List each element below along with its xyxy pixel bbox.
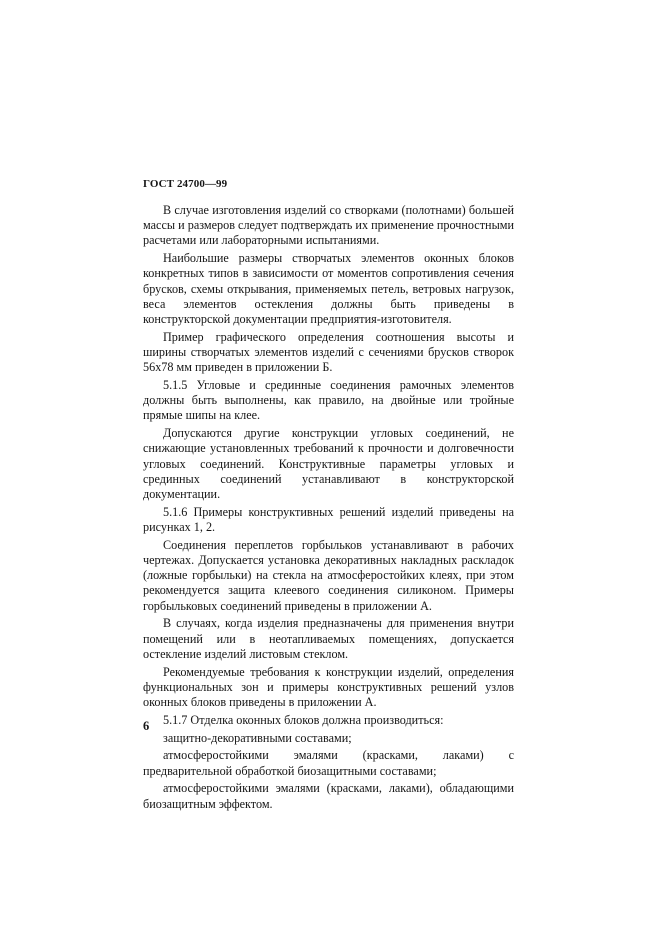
- paragraph: В случаях, когда изделия предназначены для применения внутри помещений или в неотапливаемых помещениях, допускается остекление изделий листовым стеклом.: [143, 616, 514, 661]
- paragraph: 5.1.7 Отделка оконных блоков должна производиться:: [163, 712, 444, 727]
- page-number: 6: [143, 719, 150, 733]
- list-item: атмосферостойкими эмалями (красками, лаками) с предварительной обработкой биозащитными составами;: [143, 748, 514, 778]
- paragraph: В случае изготовления изделий со створками (полотнами) большей массы и размеров следует подтверждать их применение прочностными расчетами или лабораторными испытаниями.: [143, 203, 514, 248]
- paragraph: 5.1.5 Угловые и срединные соединения рамочных элементов должны быть выполнены, как правило, на двойные или тройные прямые шипы на клее.: [143, 378, 514, 423]
- paragraph: Допускаются другие конструкции угловых соединений, не снижающие установленных требований к прочности и долговечности угловых соединений. Конструктивные параметры угловых и срединных соединений устанавливают в конструкторской документации.: [143, 426, 514, 502]
- paragraph: 5.1.6 Примеры конструктивных решений изделий приведены на рисунках 1, 2.: [143, 504, 514, 535]
- list-item: атмосферостойкими эмалями (красками, лаками), обладающими биозащитным эффектом.: [143, 781, 514, 811]
- paragraph: Пример графического определения соотношения высоты и ширины створчатых элементов изделий с сечениями брусков створок 56х78 мм приведен в приложении Б.: [143, 329, 514, 375]
- document-code-header: ГОСТ 24700—99: [143, 178, 228, 190]
- paragraph: Рекомендуемые требования к конструкции изделий, определения функциональных зон и примеры конструктивных решений узлов оконных блоков приведены в приложении А.: [143, 664, 514, 710]
- list-item: защитно-декоративными составами;: [163, 730, 352, 745]
- paragraph: Соединения переплетов горбыльков устанавливают в рабочих чертежах. Допускается установка декоративных накладных раскладок (ложные горбыльки) на стекла на атмосферостойких клеях, при этом рекомендуется защита клеевого соединения силиконом. Примеры горбыльковых соединений приведены в приложении А.: [143, 537, 514, 613]
- body-text: [143, 203, 514, 814]
- paragraph: Наибольшие размеры створчатых элементов оконных блоков конкретных типов в зависимости от моментов сопротивления сечения брусков, схемы открывания, применяемых петель, ветровых нагрузок, веса элементов остекления должны быть приведены в конструкторской документации предприятия-изготовителя.: [143, 251, 514, 327]
